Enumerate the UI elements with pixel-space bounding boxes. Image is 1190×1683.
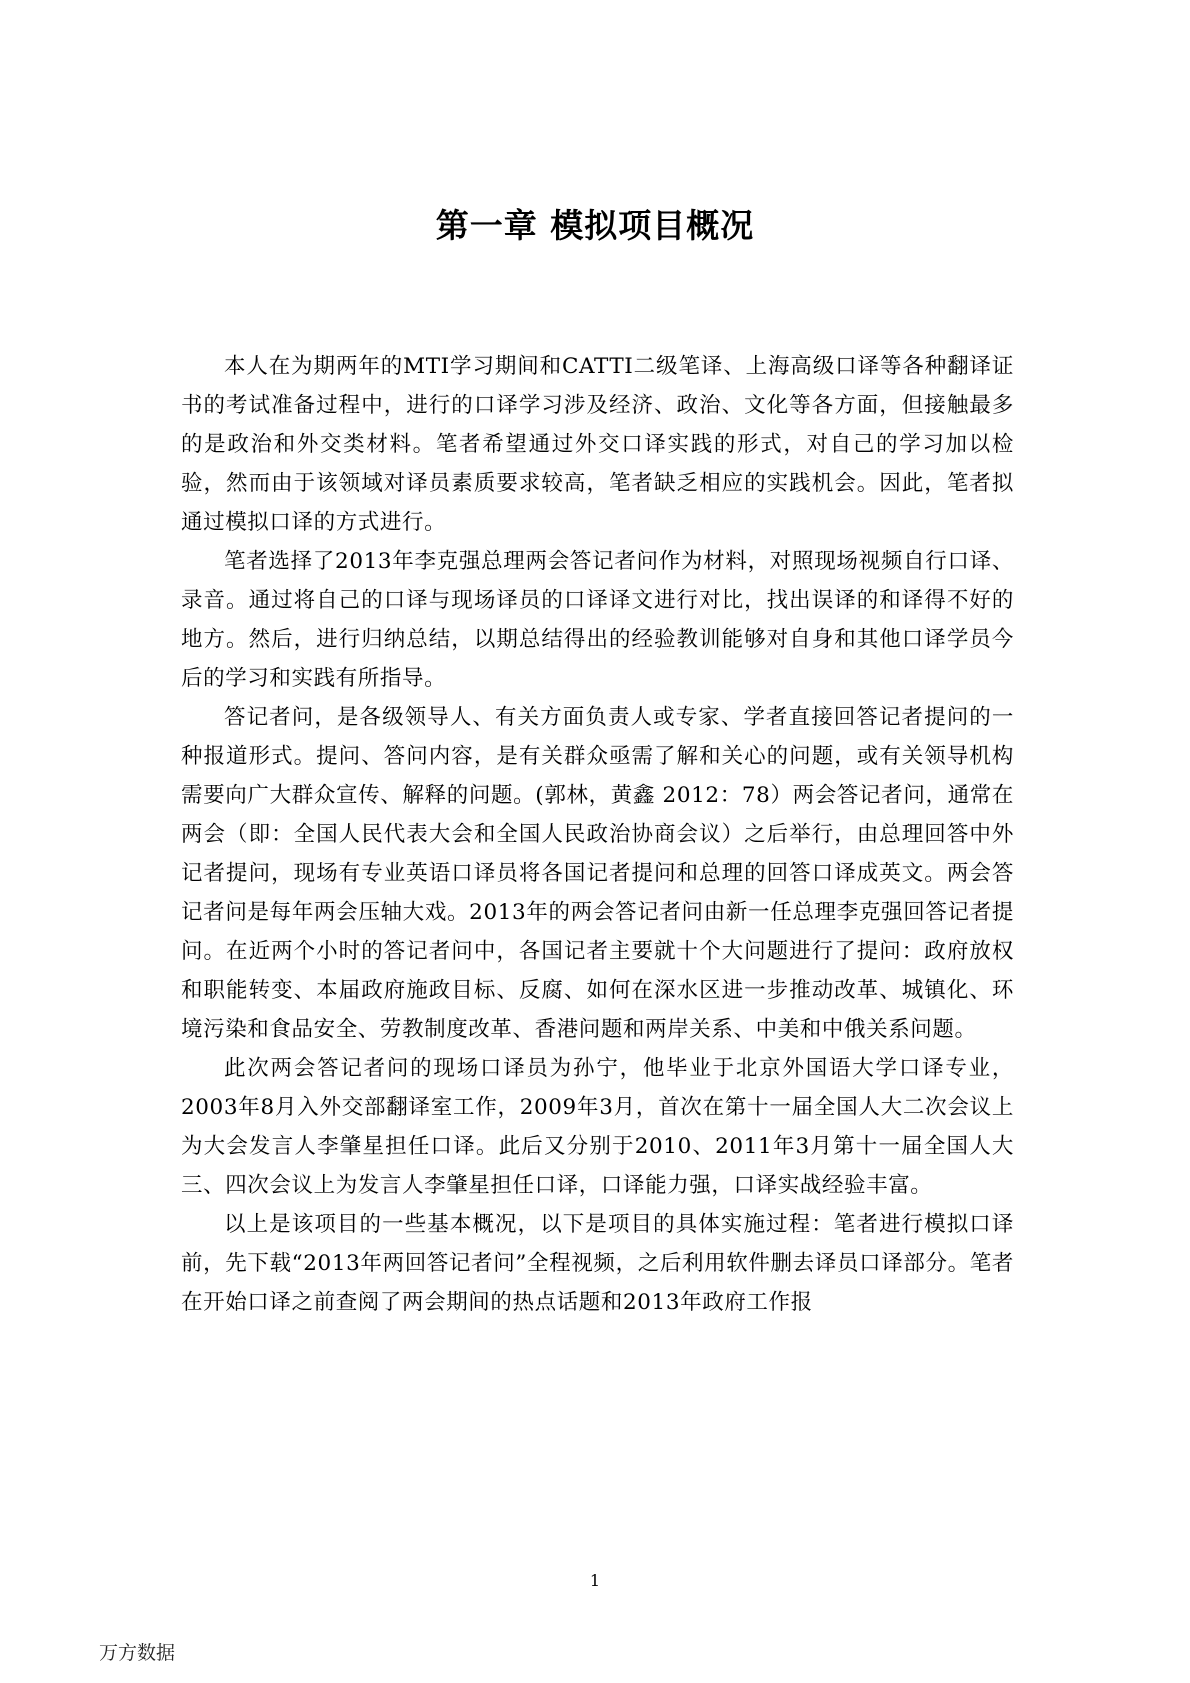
watermark-text: 万方数据: [99, 1642, 176, 1664]
paragraph-1: 本人在为期两年的MTI学习期间和CATTI二级笔译、上海高级口译等各种翻译证书的考试准备过程中，进行的口译学习涉及经济、政治、文化等各方面，但接触最多的是政治和外交类材料。笔者希望通过外交口译实践的形式，对自己的学习加以检验，然而由于该领域对译员素质要求较高，笔者缺乏相应的实践机会。因此，笔者拟通过模拟口译的方式进行。: [181, 354, 1014, 535]
chapter-title: 第一章 模拟项目概况: [435, 206, 755, 245]
paragraph-2: 笔者选择了2013年李克强总理两会答记者问作为材料，对照现场视频自行口译、录音。通过将自己的口译与现场译员的口译译文进行对比，找出误译的和译得不好的地方。然后，进行归纳总结，以期总结得出的经验教训能够对自身和其他口译学员今后的学习和实践有所指导。: [181, 549, 1014, 691]
body-text: [181, 347, 1014, 1322]
paragraph-5: 以上是该项目的一些基本概况，以下是项目的具体实施过程：笔者进行模拟口译前，先下载“2013年两回答记者问”全程视频，之后利用软件删去译员口译部分。笔者在开始口译之前查阅了两会期间的热点话题和2013年政府工作报: [181, 1212, 1014, 1315]
page-number: 1: [589, 1571, 601, 1590]
paragraph-3: 答记者问，是各级领导人、有关方面负责人或专家、学者直接回答记者提问的一种报道形式。提问、答问内容，是有关群众亟需了解和关心的问题，或有关领导机构需要向广大群众宣传、解释的问题。(郭林，黄鑫 2012：78）两会答记者问，通常在两会（即：全国人民代表大会和全国人民政治协商会议）之后举行，由总理回答中外记者提问，现场有专业英语口译员将各国记者提问和总理的回答口译成英文。两会答记者问是每年两会压轴大戏。2013年的两会答记者问由新一任总理李克强回答记者提问。在近两个小时的答记者问中，各国记者主要就十个大问题进行了提问：政府放权和职能转变、本届政府施政目标、反腐、如何在深水区进一步推动改革、城镇化、环境污染和食品安全、劳教制度改革、香港问题和两岸关系、中美和中俄关系问题。: [181, 705, 1014, 1042]
paragraph-4: 此次两会答记者问的现场口译员为孙宁，他毕业于北京外国语大学口译专业，2003年8月入外交部翻译室工作，2009年3月，首次在第十一届全国人大二次会议上为大会发言人李肇星担任口译。此后又分别于2010、2011年3月第十一届全国人大三、四次会议上为发言人李肇星担任口译，口译能力强，口译实战经验丰富。: [181, 1056, 1014, 1198]
